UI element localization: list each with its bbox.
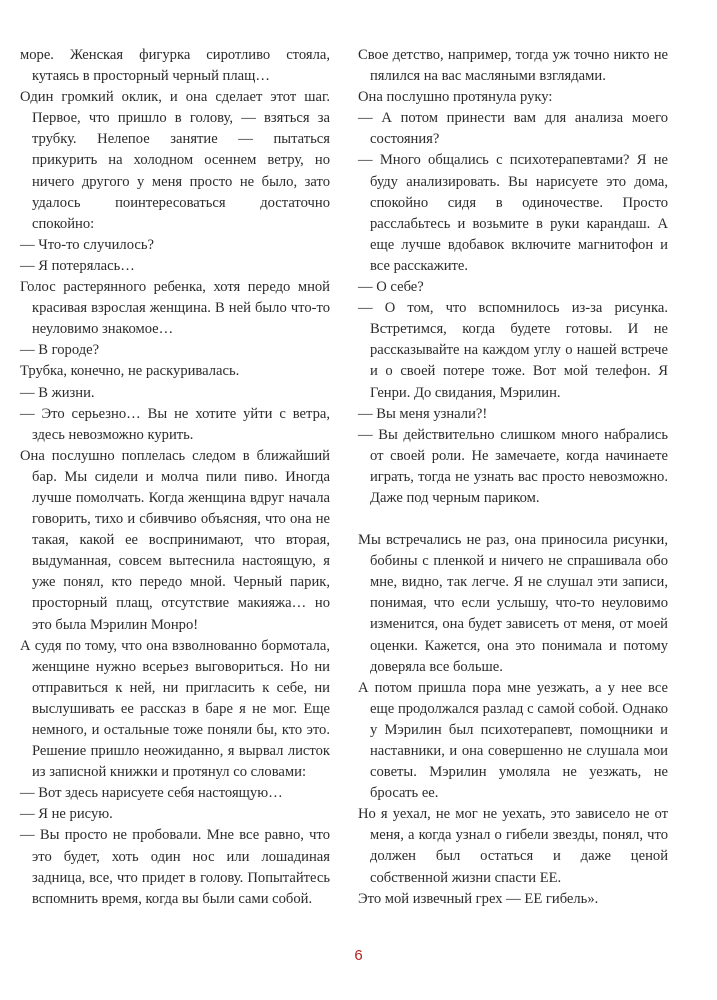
paragraph: — В городе?: [20, 342, 100, 359]
section-break: [358, 509, 668, 530]
paragraph: — Вы меня узнали?!: [358, 405, 488, 422]
page-number: 6: [354, 947, 363, 964]
paragraph: — В жизни.: [20, 384, 95, 401]
paragraph: Голос растерянного ребенка, хотя передо мной красивая взрослая женщина. В ней было что-то неуловимо знакомое…: [20, 279, 330, 338]
paragraph: — О себе?: [358, 279, 424, 296]
paragraph: — Что-то случилось?: [20, 236, 154, 253]
paragraph: — А потом принести вам для анализа моего состояния?: [358, 110, 668, 148]
paragraph: А судя по тому, что она взволнованно бормотала, женщине нужно всерьез выговориться. Но ни отправиться к ней, ни пригласить к себе, ни выслушивать ее рассказ в баре я не мог. Еще немного, и остальные тоже поняли бы, кто это. Решение пришло неожиданно, я вырвал листок из записной книжки и протянул со словами:: [20, 637, 330, 781]
left-column: [20, 45, 330, 910]
paragraph: Но я уехал, не мог не уехать, это зависело не от меня, а когда узнал о гибели звезды, понял, что должен был остаться и даже ценой собственной жизни спасти ЕЕ.: [358, 806, 668, 886]
paragraph: — Вы просто не пробовали. Мне все равно, что это будет, хоть один нос или лошадиная задница, все, что придет в голову. Попытайтесь вспомнить время, когда вы были сами собой.: [20, 827, 330, 907]
paragraph: — Это серьезно… Вы не хотите уйти с ветра, здесь невозможно курить.: [20, 405, 330, 443]
paragraph: — Вот здесь нарисуете себя настоящую…: [20, 785, 283, 802]
paragraph: море. Женская фигурка сиротливо стояла, кутаясь в просторный черный плащ…: [20, 47, 330, 85]
paragraph: А потом пришла пора мне уезжать, а у нее все еще продолжался разлад с самой собой. Однако у Мэрилин был психотерапевт, помощники и наставники, и она совершенно не слушала мои советы. Мэрилин умоляла не уезжать, не бросать ее.: [358, 679, 668, 802]
paragraph: — Вы действительно слишком много набрались от своей роли. Не замечаете, когда начинаете играть, тогда не узнать вас просто невозможно. Даже под черным париком.: [358, 426, 668, 506]
paragraph: Она послушно поплелась следом в ближайший бар. Мы сидели и молча пили пиво. Иногда лучше помолчать. Когда женщина вдруг начала говорить, тихо и сбивчиво объясняя, что она не такая, какой ее воспринимают, что вторая, выдуманная, совсем вытеснила настоящую, я уже понял, кто передо мной. Черный парик, просторный плащ, отсутствие макияжа… но это была Мэрилин Монро!: [20, 447, 330, 633]
right-column: [358, 45, 668, 910]
paragraph: — О том, что вспомнилось из-за рисунка. Встретимся, когда будете готовы. И не рассказывайте на каждом углу о нашей встрече и о своей потере тоже. Вот мой телефон. Я Генри. До свидания, Мэрилин.: [358, 300, 668, 401]
paragraph: Свое детство, например, тогда уж точно никто не пялился на вас масляными взглядами.: [358, 47, 668, 85]
paragraph: Она послушно протянула руку:: [358, 89, 553, 106]
paragraph: — Я потерялась…: [20, 257, 135, 274]
paragraph: Один громкий оклик, и она сделает этот шаг. Первое, что пришло в голову, — взяться за трубку. Нелепое занятие — пытаться прикурить на холодном осеннем ветру, но ничего другого у меня просто не было, зато удалось поинтересоваться достаточно спокойно:: [20, 89, 330, 232]
paragraph: Это мой извечный грех — ЕЕ гибель».: [358, 890, 599, 907]
paragraph: Трубка, конечно, не раскуривалась.: [20, 363, 240, 380]
paragraph: — Я не рисую.: [20, 806, 113, 823]
paragraph: — Много общались с психотерапевтами? Я не буду анализировать. Вы нарисуете это дома, спокойно сидя в одиночестве. Просто расслабьтесь и возьмите в руки карандаш. А еще лучше вдобавок включите магнитофон и все расскажите.: [358, 152, 668, 274]
paragraph: Мы встречались не раз, она приносила рисунки, бобины с пленкой и ничего не спрашивала обо мне, видно, так легче. Я не слушал эти записи, понимая, что если услышу, что-то неуловимо изменится, она будет зависеть от меня, от моей оценки. Кажется, она это понимала и потому доверяла все больше.: [358, 532, 668, 675]
